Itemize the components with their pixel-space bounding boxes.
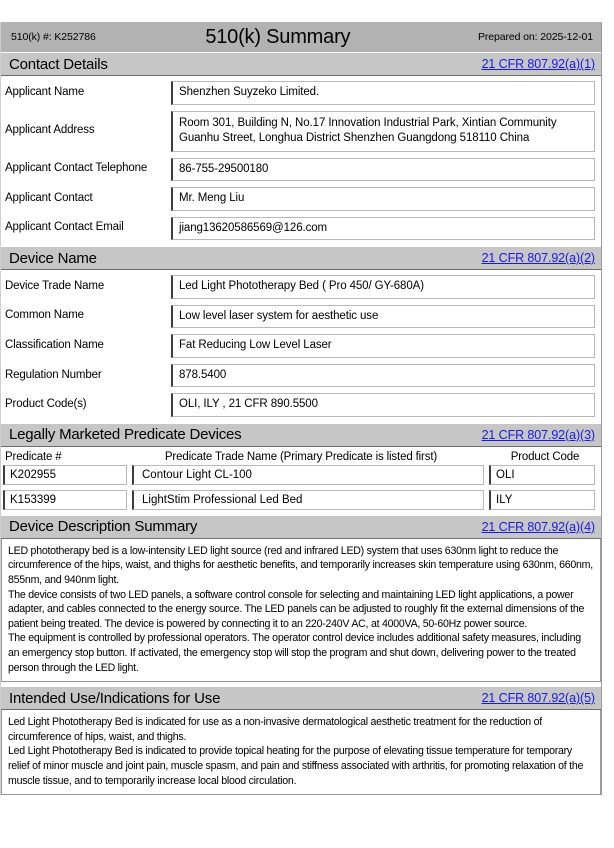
field-label: Regulation Number xyxy=(5,368,102,381)
applicant-contact-value[interactable]: Mr. Meng Liu xyxy=(171,187,595,211)
field-label: Applicant Contact xyxy=(5,191,93,204)
predicate-table-header-row xyxy=(1,447,601,465)
field-label: Applicant Contact Email xyxy=(5,221,124,234)
field-label: Applicant Contact Telephone xyxy=(5,162,148,175)
description-paragraph: LED phototherapy bed is a low-intensity LED light source (red and infrared LED) system that uses 630nm light to reduce the circumference of the hips, waist, and thighs for aesthetic benefits, and temporarily increases skin temperature using 630nm, 660nm, 855nm, and 940nm light. xyxy=(8,544,593,586)
section-title: Legally Marketed Predicate Devices xyxy=(9,426,242,444)
field-row-device-trade-name xyxy=(1,275,601,299)
contact-details-fields xyxy=(1,76,601,246)
section-header-predicate-devices xyxy=(1,423,601,447)
field-label: Applicant Name xyxy=(5,85,85,98)
column-header-product-code: Product Code xyxy=(510,450,580,463)
field-row-product-codes xyxy=(1,393,601,417)
applicant-name-value[interactable]: Shenzhen Suyzeko Limited. xyxy=(171,81,595,105)
applicant-telephone-value[interactable]: 86-755-29500180 xyxy=(171,158,595,182)
device-trade-name-value[interactable]: Led Light Phototherapy Bed ( Pro 450/ GY-680A) xyxy=(171,275,595,299)
field-label: Device Trade Name xyxy=(5,279,105,292)
field-row-applicant-address xyxy=(1,111,601,152)
section-header-contact-details xyxy=(1,52,601,76)
field-row-applicant-email xyxy=(1,217,601,241)
predicate-number-value[interactable]: K153399 xyxy=(3,490,127,510)
table-row xyxy=(1,490,601,510)
section-header-intended-use xyxy=(1,686,601,710)
column-header-predicate-number: Predicate # xyxy=(5,450,62,463)
table-row xyxy=(1,465,601,485)
predicate-number-value[interactable]: K202955 xyxy=(3,465,127,485)
field-label: Common Name xyxy=(5,309,84,322)
field-label: Applicant Address xyxy=(5,124,95,137)
field-row-common-name xyxy=(1,305,601,329)
intended-use-paragraph: Led Light Phototherapy Bed is indicated to provide topical heating for the purpose of elevating tissue temperature for temporary relief of minor muscle and joint pain, muscle spasm, and pain and stiffness associated with arthritis, for promoting relaxation of the muscle tissue, and to temporarily increase local blood circulation. xyxy=(8,745,584,787)
prepared-on-date: Prepared on: 2025-12-01 xyxy=(477,31,593,43)
cfr-link-intended-use[interactable]: 21 CFR 807.92(a)(5) xyxy=(481,691,595,706)
device-name-fields xyxy=(1,270,601,423)
predicate-trade-name-value[interactable]: Contour Light CL-100 xyxy=(132,465,484,485)
field-label: Product Code(s) xyxy=(5,398,87,411)
section-title: Device Description Summary xyxy=(9,518,198,536)
predicate-trade-name-value[interactable]: LightStim Professional Led Bed xyxy=(132,490,484,510)
product-codes-value[interactable]: OLI, ILY , 21 CFR 890.5500 xyxy=(171,393,595,417)
field-row-regulation-number xyxy=(1,364,601,388)
page-title: 510(k) Summary xyxy=(205,25,351,48)
document-title-bar xyxy=(1,22,601,52)
column-header-predicate-trade-name: Predicate Trade Name (Primary Predicate is listed first) xyxy=(164,450,438,463)
field-row-applicant-contact xyxy=(1,187,601,211)
field-row-classification-name xyxy=(1,334,601,358)
cfr-link-device-name[interactable]: 21 CFR 807.92(a)(2) xyxy=(481,251,595,266)
cfr-link-contact-details[interactable]: 21 CFR 807.92(a)(1) xyxy=(481,57,595,71)
description-paragraph: The device consists of two LED panels, a software control console for selecting and maintaining LED light applications, a power adapter, and cables connected to the energy source. The LED panels can be adjusted to roughly fit the external dimensions of the patient being treated. The device is powered by connecting it to an 220-240V AC, at 4000VA, 50-60Hz power source. xyxy=(8,588,585,630)
predicate-product-code-value[interactable]: OLI xyxy=(489,465,595,485)
description-paragraph: The equipment is controlled by professional operators. The operator control device includes additional safety measures, including an emergency stop button. If activated, the emergency stop will stop the program and shut down, delivering power to the treated person through the LED light. xyxy=(8,632,581,674)
document-page xyxy=(0,22,614,848)
applicant-email-value[interactable]: jiang13620586569@126.com xyxy=(171,217,595,241)
k-number: 510(k) #: K252786 xyxy=(11,31,96,43)
section-title: Intended Use/Indications for Use xyxy=(9,689,221,707)
intended-use-paragraph: Led Light Phototherapy Bed is indicated for use as a non-invasive dermatological aesthetic treatment for the reduction of circumference of hips, waist, and thighs. xyxy=(8,716,542,743)
section-header-device-name xyxy=(1,246,601,270)
device-description-body xyxy=(1,539,601,682)
field-label: Classification Name xyxy=(5,338,104,351)
cfr-link-device-description[interactable]: 21 CFR 807.92(a)(4) xyxy=(481,519,595,534)
predicate-product-code-value[interactable]: ILY xyxy=(489,490,595,510)
cfr-link-predicate-devices[interactable]: 21 CFR 807.92(a)(3) xyxy=(481,427,595,442)
intended-use-body xyxy=(1,710,601,795)
section-title: Device Name xyxy=(9,249,97,267)
predicate-devices-table xyxy=(1,447,601,510)
510k-summary-document xyxy=(0,22,602,795)
field-row-applicant-telephone xyxy=(1,158,601,182)
regulation-number-value[interactable]: 878.5400 xyxy=(171,364,595,388)
section-title: Contact Details xyxy=(9,55,108,73)
field-row-applicant-name xyxy=(1,81,601,105)
section-header-device-description xyxy=(1,515,601,539)
common-name-value[interactable]: Low level laser system for aesthetic use xyxy=(171,305,595,329)
applicant-address-value[interactable]: Room 301, Building N, No.17 Innovation Industrial Park, Xintian Community Guanhu Street, Longhua District Shenzhen Guangdong 518110 China xyxy=(171,111,595,152)
classification-name-value[interactable]: Fat Reducing Low Level Laser xyxy=(171,334,595,358)
